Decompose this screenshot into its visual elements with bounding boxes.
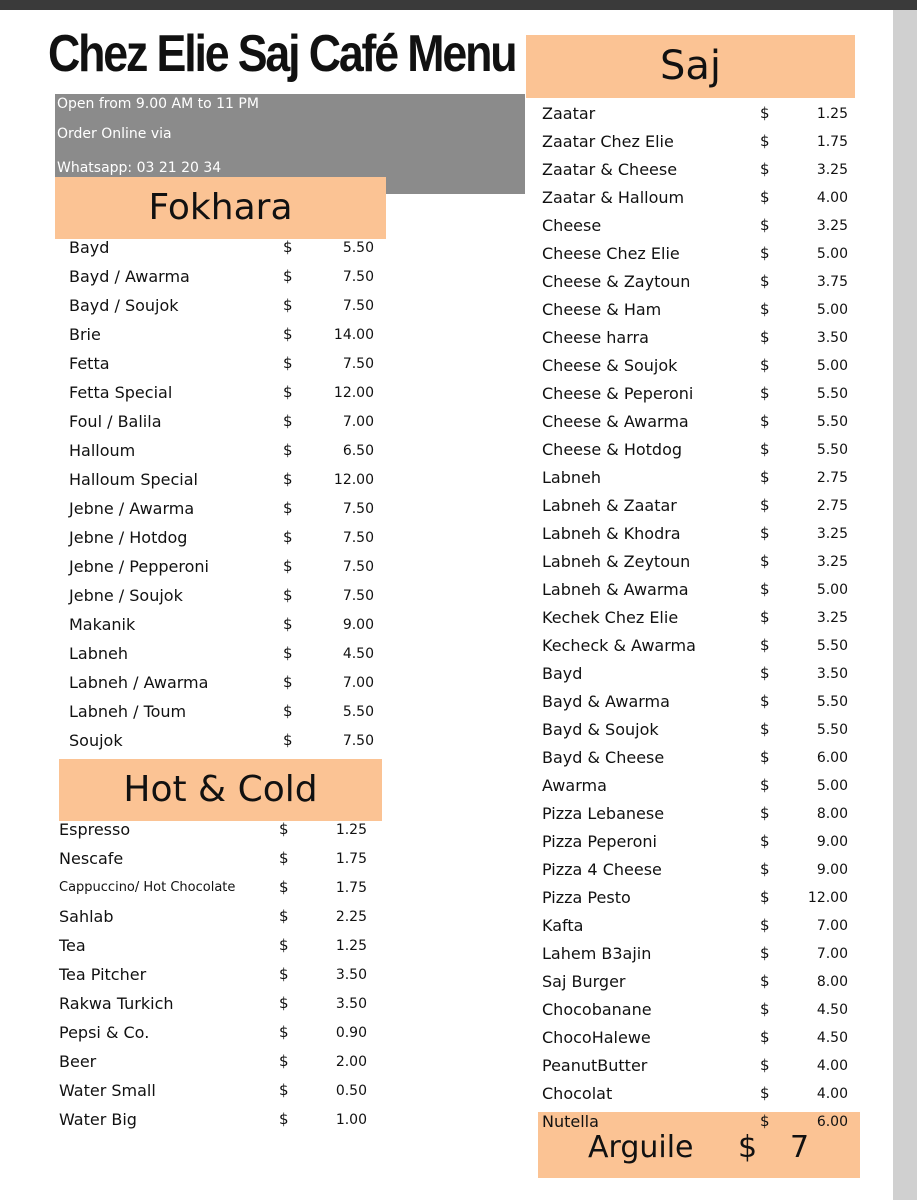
menu-item-name: Tea Pitcher xyxy=(59,965,147,984)
menu-item-name: Bayd & Awarma xyxy=(542,692,670,711)
menu-item-currency: $ xyxy=(283,499,293,517)
menu-item-name: Fetta Special xyxy=(69,383,173,402)
menu-item-row xyxy=(542,244,852,272)
menu-item-row xyxy=(69,383,389,411)
menu-item-name: Halloum xyxy=(69,441,136,460)
menu-item-name: Labneh & Zaatar xyxy=(542,496,677,515)
menu-item-name: Tea xyxy=(59,936,86,955)
menu-item-price: 4.50 xyxy=(342,646,374,662)
menu-item-name: Cheese Chez Elie xyxy=(542,244,680,263)
menu-item-name: Rakwa Turkich xyxy=(59,994,174,1013)
menu-item-currency: $ xyxy=(279,1052,289,1070)
menu-item-currency: $ xyxy=(279,849,289,867)
menu-item-price: 1.75 xyxy=(335,851,367,867)
menu-item-currency: $ xyxy=(760,468,770,486)
menu-item-currency: $ xyxy=(279,965,289,983)
menu-item-currency: $ xyxy=(760,944,770,962)
menu-item-currency: $ xyxy=(760,1000,770,1018)
menu-item-price: 6.00 xyxy=(816,750,848,766)
menu-item-currency: $ xyxy=(279,936,289,954)
menu-item-currency: $ xyxy=(760,748,770,766)
menu-item-row xyxy=(69,412,389,440)
menu-item-row xyxy=(542,356,852,384)
menu-item-row xyxy=(69,470,389,498)
menu-item-currency: $ xyxy=(283,470,293,488)
menu-item-currency: $ xyxy=(760,552,770,570)
menu-item-name: Soujok xyxy=(69,731,123,750)
menu-item-row xyxy=(542,580,852,608)
menu-title: Chez Elie Saj Café Menu xyxy=(48,25,516,83)
menu-item-currency: $ xyxy=(760,160,770,178)
menu-item-row xyxy=(542,188,852,216)
menu-item-currency: $ xyxy=(279,1110,289,1128)
menu-item-currency: $ xyxy=(283,528,293,546)
menu-item-price: 5.50 xyxy=(342,704,374,720)
menu-item-price: 0.50 xyxy=(335,1083,367,1099)
menu-item-row xyxy=(69,644,389,672)
menu-item-row xyxy=(69,325,389,353)
menu-item-price: 7.50 xyxy=(342,559,374,575)
menu-item-name: Jebne / Soujok xyxy=(69,586,183,605)
menu-item-currency: $ xyxy=(760,580,770,598)
menu-item-row xyxy=(542,384,852,412)
menu-item-row xyxy=(69,267,389,295)
menu-item-name: Chocobanane xyxy=(542,1000,652,1019)
menu-item-name: Water Big xyxy=(59,1110,137,1129)
menu-item-name: Cheese harra xyxy=(542,328,649,347)
menu-item-price: 3.50 xyxy=(335,996,367,1012)
menu-item-name: Labneh / Toum xyxy=(69,702,187,721)
menu-item-row xyxy=(69,673,389,701)
menu-item-price: 7.50 xyxy=(342,501,374,517)
menu-item-currency: $ xyxy=(760,132,770,150)
menu-item-price: 5.00 xyxy=(816,302,848,318)
menu-item-currency: $ xyxy=(760,384,770,402)
menu-item-currency: $ xyxy=(283,383,293,401)
menu-item-name: Foul / Balila xyxy=(69,412,162,431)
menu-item-price: 4.00 xyxy=(816,1058,848,1074)
menu-item-currency: $ xyxy=(283,441,293,459)
menu-item-price: 5.50 xyxy=(816,414,848,430)
menu-item-name: Kecheck & Awarma xyxy=(542,636,696,655)
menu-item-row xyxy=(59,878,379,906)
menu-item-row xyxy=(542,1028,852,1056)
menu-item-currency: $ xyxy=(283,296,293,314)
menu-item-currency: $ xyxy=(760,720,770,738)
menu-item-price: 6.00 xyxy=(816,1114,848,1130)
menu-item-row xyxy=(69,731,389,759)
menu-item-name: Kechek Chez Elie xyxy=(542,608,679,627)
menu-item-price: 5.00 xyxy=(816,358,848,374)
menu-item-price: 5.50 xyxy=(816,442,848,458)
menu-item-name: Sahlab xyxy=(59,907,114,926)
menu-item-price: 6.50 xyxy=(342,443,374,459)
menu-item-row xyxy=(542,1084,852,1112)
menu-item-currency: $ xyxy=(760,244,770,262)
menu-item-name: Cheese xyxy=(542,216,602,235)
menu-item-price: 3.50 xyxy=(335,967,367,983)
menu-item-row xyxy=(542,216,852,244)
menu-item-price: 7.50 xyxy=(342,356,374,372)
menu-item-row xyxy=(542,776,852,804)
menu-item-currency: $ xyxy=(283,412,293,430)
menu-item-price: 5.00 xyxy=(816,582,848,598)
menu-item-currency: $ xyxy=(283,586,293,604)
menu-item-price: 5.00 xyxy=(816,246,848,262)
menu-item-row xyxy=(59,849,379,877)
menu-item-row xyxy=(542,636,852,664)
menu-item-name: Makanik xyxy=(69,615,136,634)
menu-item-name: Pizza Pesto xyxy=(542,888,631,907)
menu-item-name: Jebne / Awarma xyxy=(69,499,195,518)
menu-item-price: 5.50 xyxy=(816,638,848,654)
menu-item-currency: $ xyxy=(279,994,289,1012)
menu-item-price: 4.00 xyxy=(816,190,848,206)
menu-item-name: Kafta xyxy=(542,916,584,935)
menu-item-row xyxy=(542,328,852,356)
menu-item-row xyxy=(542,300,852,328)
menu-item-row xyxy=(542,104,852,132)
menu-item-row xyxy=(542,888,852,916)
menu-item-row xyxy=(69,557,389,585)
menu-item-price: 3.25 xyxy=(816,610,848,626)
menu-item-currency: $ xyxy=(283,615,293,633)
menu-item-row xyxy=(69,441,389,469)
menu-item-name: Zaatar & Cheese xyxy=(542,160,678,179)
menu-item-name: Bayd / Soujok xyxy=(69,296,179,315)
menu-item-row xyxy=(542,720,852,748)
arguile-currency: $ xyxy=(738,1130,758,1165)
menu-item-row xyxy=(59,994,379,1022)
menu-item-price: 7.50 xyxy=(342,269,374,285)
menu-item-name: Cheese & Peperoni xyxy=(542,384,694,403)
menu-item-price: 0.90 xyxy=(335,1025,367,1041)
menu-item-row xyxy=(542,804,852,832)
menu-item-currency: $ xyxy=(283,702,293,720)
menu-item-currency: $ xyxy=(279,907,289,925)
hotcold-heading: Hot & Cold xyxy=(59,759,382,821)
menu-item-row xyxy=(59,1052,379,1080)
menu-item-name: Brie xyxy=(69,325,101,344)
menu-item-price: 9.00 xyxy=(816,834,848,850)
menu-item-price: 2.00 xyxy=(335,1054,367,1070)
menu-item-price: 3.25 xyxy=(816,526,848,542)
menu-item-price: 3.25 xyxy=(816,162,848,178)
menu-item-price: 5.00 xyxy=(816,778,848,794)
menu-item-name: Water Small xyxy=(59,1081,156,1100)
menu-item-currency: $ xyxy=(760,328,770,346)
menu-item-name: Fetta xyxy=(69,354,110,373)
menu-item-currency: $ xyxy=(283,731,293,749)
menu-item-currency: $ xyxy=(760,832,770,850)
menu-item-row xyxy=(69,586,389,614)
menu-item-row xyxy=(542,440,852,468)
page-edge xyxy=(893,10,917,1200)
menu-item-name: Pizza 4 Cheese xyxy=(542,860,662,879)
menu-item-price: 7.00 xyxy=(816,918,848,934)
menu-item-price: 5.50 xyxy=(816,722,848,738)
menu-item-price: 2.75 xyxy=(816,470,848,486)
menu-item-name: Labneh / Awarma xyxy=(69,673,209,692)
menu-item-price: 5.50 xyxy=(816,386,848,402)
menu-item-price: 5.50 xyxy=(342,240,374,256)
menu-item-price: 7.00 xyxy=(342,414,374,430)
menu-item-name: ChocoHalewe xyxy=(542,1028,651,1047)
menu-item-currency: $ xyxy=(760,104,770,122)
menu-item-row xyxy=(69,615,389,643)
menu-item-row xyxy=(69,702,389,730)
menu-item-row xyxy=(542,1000,852,1028)
menu-item-price: 1.25 xyxy=(816,106,848,122)
menu-item-name: Espresso xyxy=(59,820,131,839)
menu-item-name: Zaatar Chez Elie xyxy=(542,132,674,151)
menu-item-currency: $ xyxy=(279,878,289,896)
menu-item-row xyxy=(59,1110,379,1138)
menu-item-price: 3.50 xyxy=(816,330,848,346)
menu-item-row xyxy=(69,499,389,527)
menu-item-currency: $ xyxy=(760,1112,770,1130)
opening-hours: Open from 9.00 AM to 11 PM xyxy=(57,96,259,112)
menu-item-row xyxy=(542,412,852,440)
menu-item-name: Bayd / Awarma xyxy=(69,267,190,286)
menu-item-row xyxy=(542,468,852,496)
menu-item-name: Labneh xyxy=(542,468,601,487)
menu-item-name: Jebne / Hotdog xyxy=(69,528,188,547)
menu-item-row xyxy=(59,907,379,935)
menu-item-price: 3.75 xyxy=(816,274,848,290)
menu-item-price: 1.25 xyxy=(335,938,367,954)
menu-item-currency: $ xyxy=(283,557,293,575)
menu-item-price: 9.00 xyxy=(342,617,374,633)
menu-item-currency: $ xyxy=(760,776,770,794)
menu-item-name: Cheese & Soujok xyxy=(542,356,678,375)
menu-item-currency: $ xyxy=(760,972,770,990)
menu-item-price: 8.00 xyxy=(816,974,848,990)
menu-item-currency: $ xyxy=(760,412,770,430)
menu-item-currency: $ xyxy=(760,888,770,906)
menu-item-currency: $ xyxy=(283,267,293,285)
menu-item-currency: $ xyxy=(283,673,293,691)
menu-item-name: Pepsi & Co. xyxy=(59,1023,150,1042)
menu-item-row xyxy=(542,916,852,944)
menu-item-currency: $ xyxy=(279,1081,289,1099)
menu-item-currency: $ xyxy=(760,860,770,878)
menu-item-currency: $ xyxy=(283,644,293,662)
menu-item-row xyxy=(69,238,389,266)
menu-item-row xyxy=(69,528,389,556)
fokhara-heading: Fokhara xyxy=(55,177,386,239)
menu-item-currency: $ xyxy=(760,608,770,626)
menu-item-price: 3.25 xyxy=(816,554,848,570)
menu-item-currency: $ xyxy=(760,356,770,374)
menu-item-row xyxy=(542,132,852,160)
menu-item-currency: $ xyxy=(283,238,293,256)
order-online-text: Order Online via xyxy=(57,126,172,142)
menu-item-name: Cappuccino/ Hot Chocolate xyxy=(59,880,236,895)
menu-item-name: PeanutButter xyxy=(542,1056,648,1075)
menu-item-price: 3.50 xyxy=(816,666,848,682)
menu-item-name: Cheese & Awarma xyxy=(542,412,689,431)
menu-item-price: 2.75 xyxy=(816,498,848,514)
menu-item-row xyxy=(69,354,389,382)
menu-item-name: Chocolat xyxy=(542,1084,613,1103)
menu-item-name: Labneh xyxy=(69,644,128,663)
menu-item-name: Halloum Special xyxy=(69,470,198,489)
menu-item-currency: $ xyxy=(760,664,770,682)
menu-item-price: 5.50 xyxy=(816,694,848,710)
menu-item-currency: $ xyxy=(760,300,770,318)
menu-item-price: 1.00 xyxy=(335,1112,367,1128)
menu-item-currency: $ xyxy=(279,1023,289,1041)
menu-item-currency: $ xyxy=(283,325,293,343)
menu-item-row xyxy=(59,965,379,993)
menu-item-price: 7.00 xyxy=(342,675,374,691)
menu-item-row xyxy=(542,272,852,300)
menu-item-name: Cheese & Hotdog xyxy=(542,440,683,459)
menu-item-currency: $ xyxy=(760,440,770,458)
menu-item-currency: $ xyxy=(760,1084,770,1102)
menu-item-row xyxy=(542,664,852,692)
menu-item-price: 4.50 xyxy=(816,1002,848,1018)
menu-item-name: Pizza Lebanese xyxy=(542,804,665,823)
menu-item-name: Bayd xyxy=(542,664,583,683)
menu-item-row xyxy=(59,820,379,848)
menu-item-price: 12.00 xyxy=(807,890,848,906)
menu-item-currency: $ xyxy=(760,188,770,206)
menu-item-row xyxy=(542,692,852,720)
menu-item-row xyxy=(542,832,852,860)
menu-item-price: 2.25 xyxy=(335,909,367,925)
menu-item-row xyxy=(59,1081,379,1109)
menu-item-currency: $ xyxy=(760,636,770,654)
whatsapp-number: Whatsapp: 03 21 20 34 xyxy=(57,160,222,176)
menu-item-row xyxy=(542,524,852,552)
menu-item-price: 4.50 xyxy=(816,1030,848,1046)
menu-item-currency: $ xyxy=(760,1056,770,1074)
menu-item-price: 7.50 xyxy=(342,298,374,314)
menu-item-price: 12.00 xyxy=(333,385,374,401)
menu-item-currency: $ xyxy=(760,272,770,290)
menu-item-name: Zaatar xyxy=(542,104,596,123)
menu-item-row xyxy=(542,496,852,524)
menu-item-currency: $ xyxy=(760,496,770,514)
menu-item-name: Labneh & Khodra xyxy=(542,524,681,543)
menu-item-currency: $ xyxy=(283,354,293,372)
menu-item-row xyxy=(542,972,852,1000)
menu-item-price: 3.25 xyxy=(816,218,848,234)
menu-item-currency: $ xyxy=(760,692,770,710)
menu-item-price: 4.00 xyxy=(816,1086,848,1102)
menu-item-row xyxy=(69,296,389,324)
menu-item-name: Zaatar & Halloum xyxy=(542,188,685,207)
menu-item-price: 12.00 xyxy=(333,472,374,488)
menu-item-currency: $ xyxy=(760,804,770,822)
menu-item-currency: $ xyxy=(279,820,289,838)
menu-item-row xyxy=(542,160,852,188)
menu-item-name: Bayd & Cheese xyxy=(542,748,665,767)
menu-item-name: Beer xyxy=(59,1052,97,1071)
menu-item-name: Lahem B3ajin xyxy=(542,944,652,963)
saj-heading: Saj xyxy=(526,35,855,98)
menu-item-row xyxy=(59,1023,379,1051)
menu-item-name: Cheese & Zaytoun xyxy=(542,272,691,291)
menu-item-price: 7.50 xyxy=(342,588,374,604)
menu-item-row xyxy=(542,608,852,636)
menu-item-price: 8.00 xyxy=(816,806,848,822)
menu-item-name: Labneh & Zeytoun xyxy=(542,552,691,571)
menu-item-name: Jebne / Pepperoni xyxy=(69,557,209,576)
menu-item-name: Nutella xyxy=(542,1112,599,1131)
menu-item-currency: $ xyxy=(760,1028,770,1046)
arguile-label: Arguile xyxy=(588,1130,694,1165)
menu-item-price: 1.75 xyxy=(816,134,848,150)
menu-item-row xyxy=(542,860,852,888)
menu-item-price: 7.50 xyxy=(342,530,374,546)
menu-item-name: Bayd xyxy=(69,238,110,257)
menu-item-row xyxy=(542,552,852,580)
menu-item-row xyxy=(542,944,852,972)
arguile-price: 7 xyxy=(790,1130,810,1165)
menu-item-row xyxy=(542,1056,852,1084)
menu-item-name: Cheese & Ham xyxy=(542,300,662,319)
menu-item-currency: $ xyxy=(760,916,770,934)
menu-item-name: Awarma xyxy=(542,776,607,795)
menu-item-currency: $ xyxy=(760,216,770,234)
menu-item-row xyxy=(59,936,379,964)
menu-item-name: Bayd & Soujok xyxy=(542,720,659,739)
menu-item-price: 9.00 xyxy=(816,862,848,878)
menu-item-price: 1.75 xyxy=(335,880,367,896)
menu-item-name: Pizza Peperoni xyxy=(542,832,657,851)
menu-item-name: Saj Burger xyxy=(542,972,626,991)
menu-item-price: 1.25 xyxy=(335,822,367,838)
menu-item-name: Labneh & Awarma xyxy=(542,580,689,599)
menu-item-name: Nescafe xyxy=(59,849,124,868)
menu-item-price: 7.50 xyxy=(342,733,374,749)
menu-item-currency: $ xyxy=(760,524,770,542)
menu-item-price: 14.00 xyxy=(333,327,374,343)
menu-item-row xyxy=(542,748,852,776)
menu-item-price: 7.00 xyxy=(816,946,848,962)
